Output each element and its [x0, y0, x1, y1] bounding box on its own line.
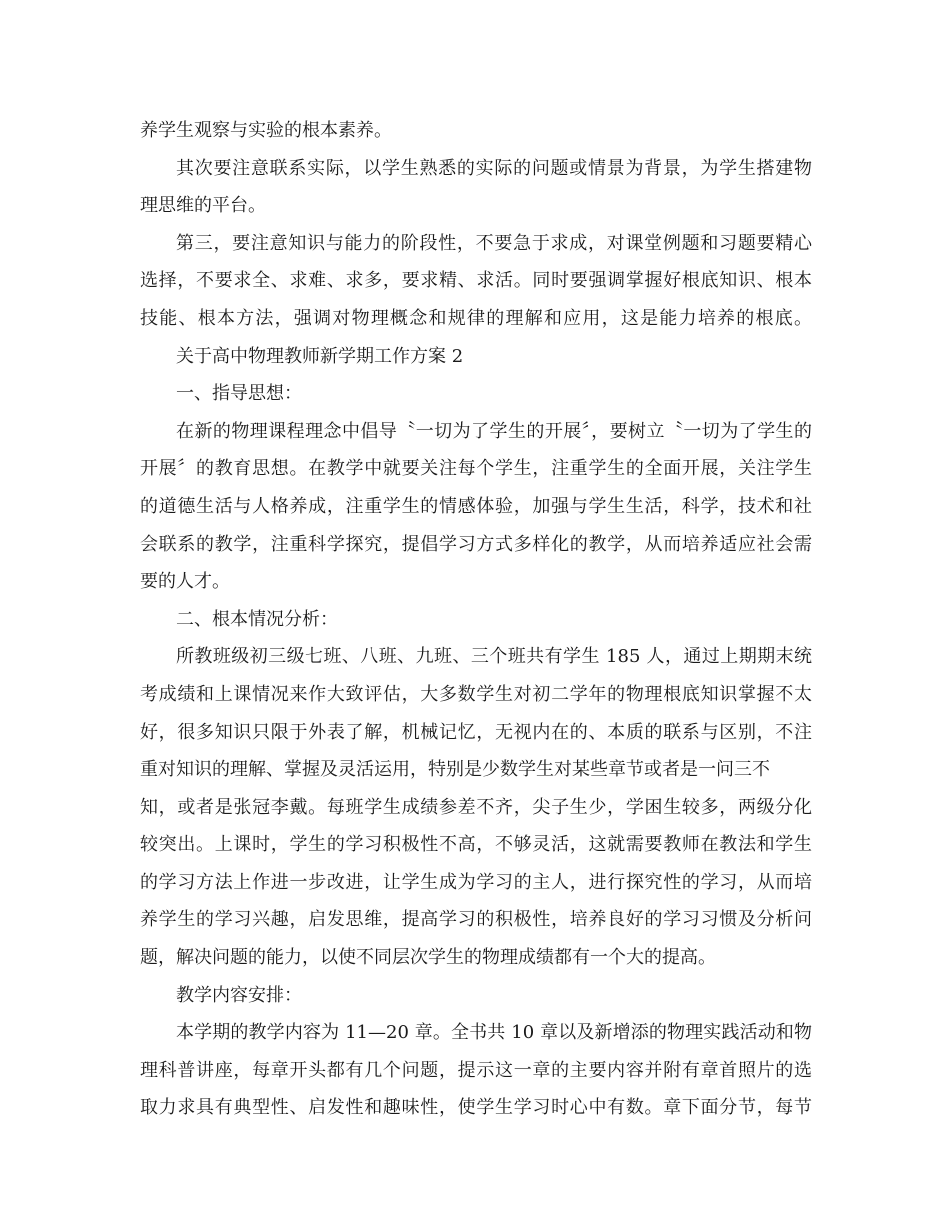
text-line: 选择，不要求全、求难、求多，要求精、求活。同时要强调掌握好根底知识、根本: [140, 270, 812, 292]
text-line: 的道德生活与人格养成，注重学生的情感体验，加强与学生生活，科学，技术和社: [140, 495, 812, 517]
text-line: 本学期的教学内容为 11—20 章。全书共 10 章以及新增添的物理实践活动和物: [176, 1022, 812, 1044]
text-line: 其次要注意联系实际，以学生熟悉的实际的问题或情景为背景，为学生搭建物: [176, 157, 812, 179]
text-line: 所教班级初三级七班、八班、九班、三个班共有学生 185 人，通过上期期末统: [176, 646, 812, 668]
text-line: 要的人才。: [140, 571, 230, 593]
text-line: 好，很多知识只限于外表了解，机械记忆，无视内在的、本质的联系与区别，不注: [140, 721, 812, 743]
text-line: 开展〞的教育思想。在教学中就要关注每个学生，注重学生的全面开展，关注学生: [140, 458, 812, 480]
document-body: [140, 112, 812, 1127]
text-line: 知，或者是张冠李戴。每班学生成绩参差不齐，尖子生少，学困生较多，两级分化: [140, 796, 812, 818]
text-line: 第三，要注意知识与能力的阶段性，不要急于求成，对课堂例题和习题要精心: [176, 232, 812, 254]
text-line: 技能、根本方法，强调对物理概念和规律的理解和应用，这是能力培养的根底。: [140, 307, 812, 329]
text-line: 取力求具有典型性、启发性和趣味性，使学生学习时心中有数。章下面分节，每节: [140, 1097, 812, 1119]
text-line: 养学生观察与实验的根本素养。: [140, 120, 392, 141]
text-line: 题，解决问题的能力，以使不同层次学生的物理成绩都有一个大的提高。: [140, 947, 716, 969]
text-line: 较突出。上课时，学生的学习积极性不高，不够灵活，这就需要教师在教法和学生: [140, 834, 812, 856]
section-heading: 二、根本情况分析：: [176, 608, 338, 630]
section-heading: 教学内容安排：: [176, 984, 302, 1006]
text-line: 的学习方法上作进一步改进，让学生成为学习的主人，进行探究性的学习，从而培: [140, 871, 812, 893]
text-line: 理思维的平台。: [140, 195, 266, 217]
text-line: 理科普讲座，每章开头都有几个问题，提示这一章的主要内容并附有章首照片的选: [140, 1059, 812, 1081]
text-line: 养学生的学习兴趣，启发思维，提高学习的积极性，培养良好的学习习惯及分析问: [140, 909, 812, 931]
text-line: 重对知识的理解、掌握及灵活运用，特别是少数学生对某些章节或者是一问三不: [140, 759, 770, 781]
section-title: 关于高中物理教师新学期工作方案 2: [176, 345, 464, 367]
section-heading: 一、指导思想：: [176, 383, 302, 405]
text-line: 考成绩和上课情况来作大致评估，大多数学生对初二学年的物理根底知识掌握不太: [140, 683, 812, 705]
text-line: 会联系的教学，注重科学探究，提倡学习方式多样化的教学，从而培养适应社会需: [140, 533, 812, 555]
text-line: 在新的物理课程理念中倡导〝一切为了学生的开展〞，要树立〝一切为了学生的: [176, 420, 812, 442]
